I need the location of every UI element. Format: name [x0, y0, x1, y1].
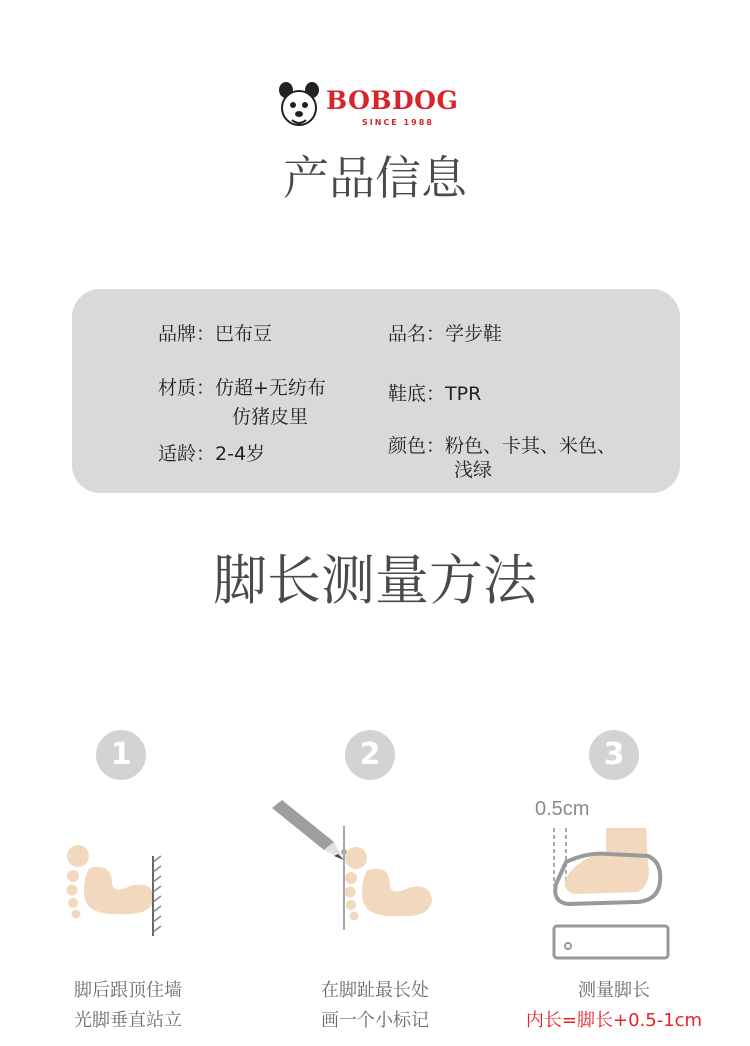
age-row	[158, 439, 265, 466]
foot-against-wall-icon	[60, 840, 190, 940]
age-label: 适龄：	[158, 443, 216, 465]
shoe-measure-icon	[548, 822, 678, 962]
step-3-line-1: 测量脚长	[578, 980, 650, 1001]
allowance-label: 0.5cm	[535, 798, 590, 820]
step-2-line-1: 在脚趾最长处	[321, 980, 429, 1001]
sole-value: TPR	[445, 383, 482, 405]
color-value-2: 浅绿	[454, 459, 493, 481]
material-value-1: 仿超+无纺布	[215, 377, 326, 399]
sole-label: 鞋底：	[388, 383, 446, 405]
measure-title: 脚长测量方法	[213, 549, 537, 612]
step-2-badge: 2	[345, 730, 395, 780]
brand-label: 品牌：	[158, 323, 216, 345]
color-label: 颜色：	[388, 435, 446, 457]
sole-row	[388, 379, 481, 406]
material-row	[158, 373, 326, 400]
material-label: 材质：	[158, 377, 216, 399]
brand-name: BOBDOG	[326, 86, 459, 115]
age-value: 2-4岁	[215, 443, 266, 465]
name-label: 品名：	[388, 323, 446, 345]
dog-mascot-icon	[276, 78, 326, 132]
product-info-title: 产品信息	[283, 151, 467, 205]
pencil-mark-toe-icon	[258, 800, 448, 940]
step-1-line-2: 光脚垂直站立	[74, 1010, 182, 1031]
step-3-formula: 内长=脚长+0.5-1cm	[525, 1010, 703, 1031]
brand-since: SINCE 1988	[362, 118, 434, 127]
name-row	[388, 319, 502, 346]
brand-row	[158, 319, 272, 346]
step-1-line-1: 脚后跟顶住墙	[74, 980, 182, 1001]
step-3-badge: 3	[589, 730, 639, 780]
step-1-badge: 1	[96, 730, 146, 780]
brand-value: 巴布豆	[215, 323, 273, 345]
material-value-2: 仿猪皮里	[232, 406, 309, 428]
name-value: 学步鞋	[445, 323, 503, 345]
product-info-box	[72, 289, 680, 493]
color-row	[388, 431, 616, 458]
step-2-line-2: 画一个小标记	[321, 1010, 429, 1031]
color-value-1: 粉色、卡其、米色、	[445, 435, 617, 457]
brand-logo	[276, 78, 476, 132]
